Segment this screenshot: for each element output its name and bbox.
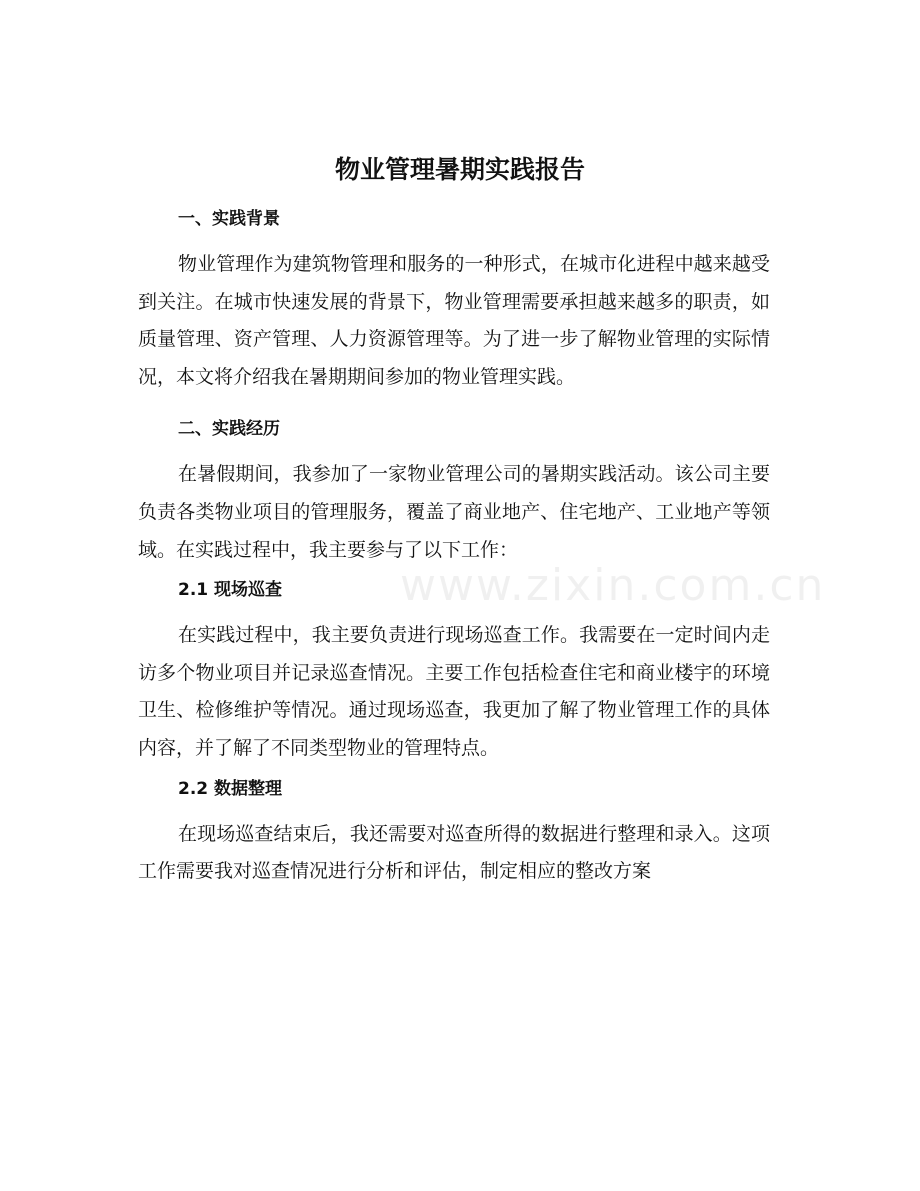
document-body: [138, 198, 770, 891]
watermark-text: www.zixin.com.cn: [400, 560, 826, 611]
subsection-paragraph-data-organization: 在现场巡查结束后，我还需要对巡查所得的数据进行整理和录入。这项工作需要我对巡查情况进行分析和评估，制定相应的整改方案: [138, 822, 770, 883]
subsection-heading-site-inspection: 2.1 现场巡查: [178, 580, 283, 601]
subsection-heading-data-organization: 2.2 数据整理: [178, 778, 283, 799]
document-title: 物业管理暑期实践报告: [334, 155, 585, 184]
section-heading-background: 一、实践背景: [178, 209, 280, 229]
section-paragraph-experience: 在暑假期间，我参加了一家物业管理公司的暑期实践活动。该公司主要负责各类物业项目的管理服务，覆盖了商业地产、住宅地产、工业地产等领域。在实践过程中，我主要参与了以下工作：: [138, 463, 770, 561]
section-heading-experience: 二、实践经历: [178, 419, 280, 440]
subsection-paragraph-site-inspection: 在实践过程中，我主要负责进行现场巡查工作。我需要在一定时间内走访多个物业项目并记录巡查情况。主要工作包括检查住宅和商业楼宇的环境卫生、检修维护等情况。通过现场巡查，我更加了解了物业管理工作的具体内容，并了解了不同类型物业的管理特点。: [138, 624, 770, 759]
section-paragraph-background: 物业管理作为建筑物管理和服务的一种形式，在城市化进程中越来越受到关注。在城市快速发展的背景下，物业管理需要承担越来越多的职责，如质量管理、资产管理、人力资源管理等。为了进一步了解物业管理的实际情况，本文将介绍我在暑期期间参加的物业管理实践。: [138, 253, 770, 388]
